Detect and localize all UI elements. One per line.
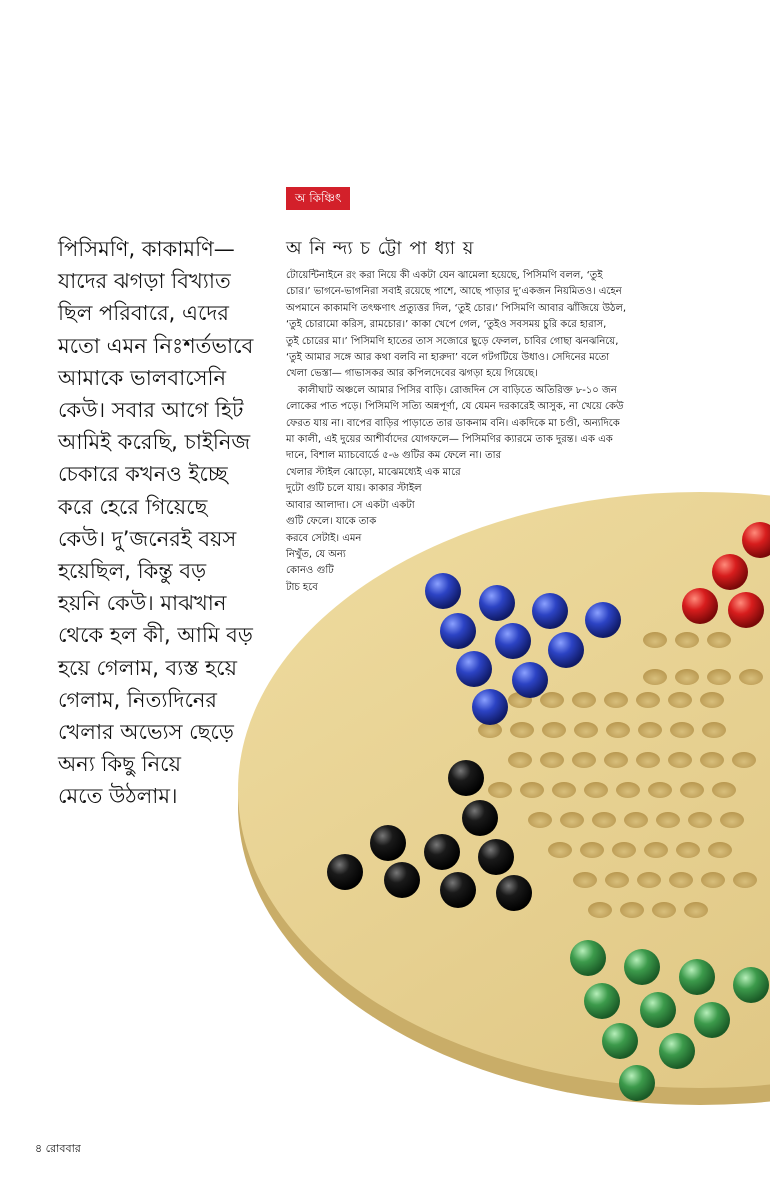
board-hole (540, 752, 564, 768)
pull-quote-line: চেকারে কখনও ইচ্ছে (58, 462, 228, 487)
page-footer: ৪ রোববার (35, 1142, 81, 1155)
green-marble (602, 1023, 638, 1059)
board-hole (669, 872, 693, 888)
board-hole (637, 872, 661, 888)
board-hole (643, 669, 667, 685)
blue-marble (532, 593, 568, 629)
blue-marble (495, 623, 531, 659)
black-marble (384, 862, 420, 898)
board-hole (636, 692, 660, 708)
board-hole (520, 782, 544, 798)
board-hole (616, 782, 640, 798)
body-line: দুটো গুটি চলে যায়। কাকার স্টাইল (286, 483, 422, 495)
board-hole (592, 812, 616, 828)
pull-quote-line: হয়ে গেলাম, ব্যস্ত হয়ে (58, 655, 237, 680)
board-hole (584, 782, 608, 798)
board-hole (701, 872, 725, 888)
body-line: মা কালী, এই দুয়ের আশীর্বাদের যোগফলে— পিসিমণির ক্যারমে তাক দুরন্ত। এক এক (286, 434, 613, 446)
black-marble (448, 760, 484, 796)
green-marble (584, 983, 620, 1019)
pull-quote-line: মেতে উঠলাম। (58, 784, 178, 809)
board-hole (606, 722, 630, 738)
body-line: অপমানে কাকামণি তৎক্ষণাৎ প্রত্যুত্তর দিল, ‘তুই চোর।’ পিসিমণি আবার ঝাঁজিয়ে উঠল, (286, 302, 627, 314)
board-hole (707, 632, 731, 648)
board-hole (656, 812, 680, 828)
board-hole (720, 812, 744, 828)
pull-quote-line: খেলার অভ্যেস ছেড়ে (58, 720, 234, 745)
board-hole (572, 752, 596, 768)
author-byline: অ নি ন্দ্য চ ট্টো পা ধ্যা য় (286, 238, 475, 259)
body-line: নিখুঁত, যে অন্য (286, 548, 346, 560)
pull-quote-line: থেকে হল কী, আমি বড় (58, 623, 253, 648)
blue-marble (548, 632, 584, 668)
body-line: লোকের পাত পড়ে। পিসিমণি সত্যি অন্নপূর্ণা, যে যেমন দরকারেই আসুক, না খেয়ে কেউ (286, 401, 624, 413)
blue-marble (512, 662, 548, 698)
pull-quote-line: হয়নি কেউ। মাঝখান (58, 591, 227, 616)
black-marble (327, 854, 363, 890)
green-marble (624, 949, 660, 985)
pull-quote-line: আমিই করেছি, চাইনিজ (58, 430, 251, 455)
green-marble (733, 967, 769, 1003)
board-hole (508, 752, 532, 768)
board-hole (560, 812, 584, 828)
pull-quote-line: আমাকে ভালবাসেনি (58, 365, 227, 390)
pull-quote (58, 233, 290, 813)
article-body (286, 268, 756, 596)
body-line: খেলার স্টাইল ঝোড়ো, মাঝেমধ্যেই এক মারে (286, 466, 461, 478)
green-marble (679, 959, 715, 995)
pull-quote-line: অন্য কিছু নিয়ে (58, 752, 181, 777)
body-line: ‘তুই চোরামো করিস, রামচোর।’ কাকা খেপে গেল, ‘তুইও সবসময় চুরি করে হারাস, (286, 319, 607, 331)
body-line: করবে সেটাই। এমন (286, 532, 362, 544)
board-hole (542, 722, 566, 738)
black-marble (370, 825, 406, 861)
board-hole (680, 782, 704, 798)
board-hole (688, 812, 712, 828)
pull-quote-line: ছিল পরিবারে, এদের (58, 301, 229, 326)
board-hole (652, 902, 676, 918)
black-marble (496, 875, 532, 911)
board-hole (668, 692, 692, 708)
green-marble (694, 1002, 730, 1038)
section-tag: অ কিঞ্চিৎ (286, 187, 350, 210)
pull-quote-line: গেলাম, নিত্যদিনের (58, 687, 217, 712)
body-line: কোনও গুটি (286, 565, 334, 577)
body-line: কালীঘাট অঞ্চলে আমার পিসির বাড়ি। রোজদিন সে বাড়িতে অতিরিক্ত ৮-১০ জন (298, 384, 617, 396)
board-hole (648, 782, 672, 798)
board-hole (684, 902, 708, 918)
pull-quote-line: পিসিমণি, কাকামণি— (58, 237, 235, 261)
pull-quote-line: হয়েছিল, কিন্তু বড় (58, 559, 207, 584)
board-hole (712, 782, 736, 798)
body-line: টোয়েন্টিনাইনে রং করা নিয়ে কী একটা যেন ঝামেলা হয়েছে, পিসিমণি বলল, ‘তুই (286, 270, 603, 281)
green-marble (619, 1065, 655, 1101)
black-marble (462, 800, 498, 836)
pull-quote-line: কেউ। সবার আগে হিট (58, 398, 244, 423)
board-hole (540, 692, 564, 708)
black-marble (424, 834, 460, 870)
body-line: ফেরত যায় না। বাপের বাড়ির পাড়াতে তার ডাকনাম বনি। একদিকে মা চণ্ডী, অন্যদিকে (286, 417, 620, 429)
board-hole (708, 842, 732, 858)
board-hole (702, 722, 726, 738)
board-hole (510, 722, 534, 738)
board-hole (638, 722, 662, 738)
board-hole (670, 722, 694, 738)
board-hole (528, 812, 552, 828)
pull-quote-line: যাদের ঝগড়া বিখ্যাত (58, 269, 231, 294)
green-marble (659, 1033, 695, 1069)
board-hole (604, 692, 628, 708)
board-hole (707, 669, 731, 685)
body-line: আবার আলাদা। সে একটা একটা (286, 499, 415, 511)
board-hole (733, 872, 757, 888)
board-hole (572, 692, 596, 708)
board-hole (612, 842, 636, 858)
board-hole (676, 842, 700, 858)
blue-marble (456, 651, 492, 687)
board-hole (700, 752, 724, 768)
body-line: গুটি ফেলে। যাকে তাক (286, 516, 377, 528)
board-hole (620, 902, 644, 918)
board-hole (675, 669, 699, 685)
blue-marble (472, 689, 508, 725)
body-line: চোর।’ ভাগনে-ভাগনিরা সবাই রয়েছে পাশে, আছে পাড়ার দু’একজন নিয়মিতও। এহেন (286, 286, 622, 298)
board-hole (732, 752, 756, 768)
board-hole (636, 752, 660, 768)
board-hole (643, 632, 667, 648)
board-hole (624, 812, 648, 828)
pull-quote-line: মতো এমন নিঃশর্তভাবে (58, 333, 254, 358)
body-line: দানে, বিশাল ম্যাচবোর্ডে ৫-৬ গুটির কম ফেলে না। তার (286, 450, 502, 462)
body-line: ‘তুই আমার সঙ্গে আর কথা বলবি না হারুদা’ বলে গটগটিয়ে উধাও। সেদিনের মতো (286, 352, 610, 364)
board-hole (668, 752, 692, 768)
board-hole (573, 872, 597, 888)
board-hole (574, 722, 598, 738)
board-hole (644, 842, 668, 858)
body-line: তুই চোরের মা।’ পিসিমণি হাতের তাস সজোরে ছুড়ে ফেলল, চাবির গোছা ঝনঝনিয়ে, (286, 335, 619, 347)
pull-quote-line: করে হেরে গিয়েছে (58, 494, 208, 519)
board-hole (605, 872, 629, 888)
black-marble (478, 839, 514, 875)
body-line: টাচ হবে (286, 581, 318, 593)
board-hole (488, 782, 512, 798)
green-marble (640, 992, 676, 1028)
green-marble (570, 940, 606, 976)
board-hole (700, 692, 724, 708)
board-hole (739, 669, 763, 685)
pull-quote-line: কেউ। দু’জনেরই বয়স (58, 526, 237, 551)
board-hole (675, 632, 699, 648)
board-hole (552, 782, 576, 798)
board-hole (604, 752, 628, 768)
red-marble (728, 592, 764, 628)
blue-marble (440, 613, 476, 649)
blue-marble (585, 602, 621, 638)
body-line: খেলা ভেস্তা— গাভাসকর আর কপিলদেবের ঝগড়া হয়ে গিয়েছে। (286, 368, 538, 380)
board-hole (588, 902, 612, 918)
board-hole (548, 842, 572, 858)
black-marble (440, 872, 476, 908)
board-hole (580, 842, 604, 858)
